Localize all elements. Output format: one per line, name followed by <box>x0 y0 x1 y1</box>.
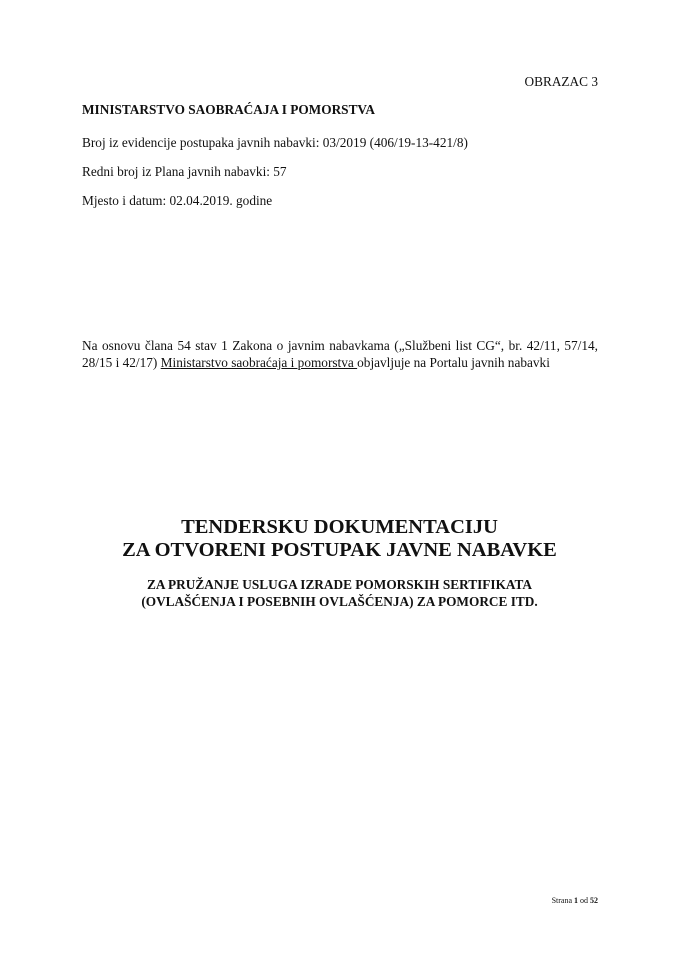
intro-ministry-underlined: Ministarstvo saobraćaja i pomorstva <box>160 355 358 370</box>
document-subtitle <box>0 576 679 610</box>
procurement-record-number: Broj iz evidencije postupaka javnih nabavki: 03/2019 (406/19-13-421/8) <box>82 135 468 150</box>
page-total: 52 <box>590 896 598 905</box>
page-footer <box>552 896 598 905</box>
title-line-2: ZA OTVORENI POSTUPAK JAVNE NABAVKE <box>122 539 557 561</box>
place-date: Mjesto i datum: 02.04.2019. godine <box>82 193 273 208</box>
page-label: Strana <box>551 896 574 905</box>
ministry-name: MINISTARSTVO SAOBRAĆAJA I POMORSTVA <box>82 102 375 117</box>
intro-paragraph <box>82 337 598 371</box>
document-title <box>0 516 679 562</box>
intro-text-end: objavljuje na Portalu javnih nabavki <box>357 355 550 370</box>
subtitle-line-2: (OVLAŠĆENJA I POSEBNIH OVLAŠĆENJA) ZA POMORCE ITD. <box>141 594 538 609</box>
form-number: OBRAZAC 3 <box>524 74 598 89</box>
plan-number: Redni broj iz Plana javnih nabavki: 57 <box>82 164 287 179</box>
subtitle-line-1: ZA PRUŽANJE USLUGA IZRADE POMORSKIH SERTIFIKATA <box>146 577 533 592</box>
intro-text: Na osnovu člana 54 stav 1 Zakona o javnim nabavkama („Službeni list CG“, br. 42/11, 57/14, 28/15 i 42/17) <box>82 338 598 370</box>
page-of: od <box>578 896 590 905</box>
title-line-1: TENDERSKU DOKUMENTACIJU <box>181 516 498 538</box>
page-number: 1 <box>574 896 578 905</box>
